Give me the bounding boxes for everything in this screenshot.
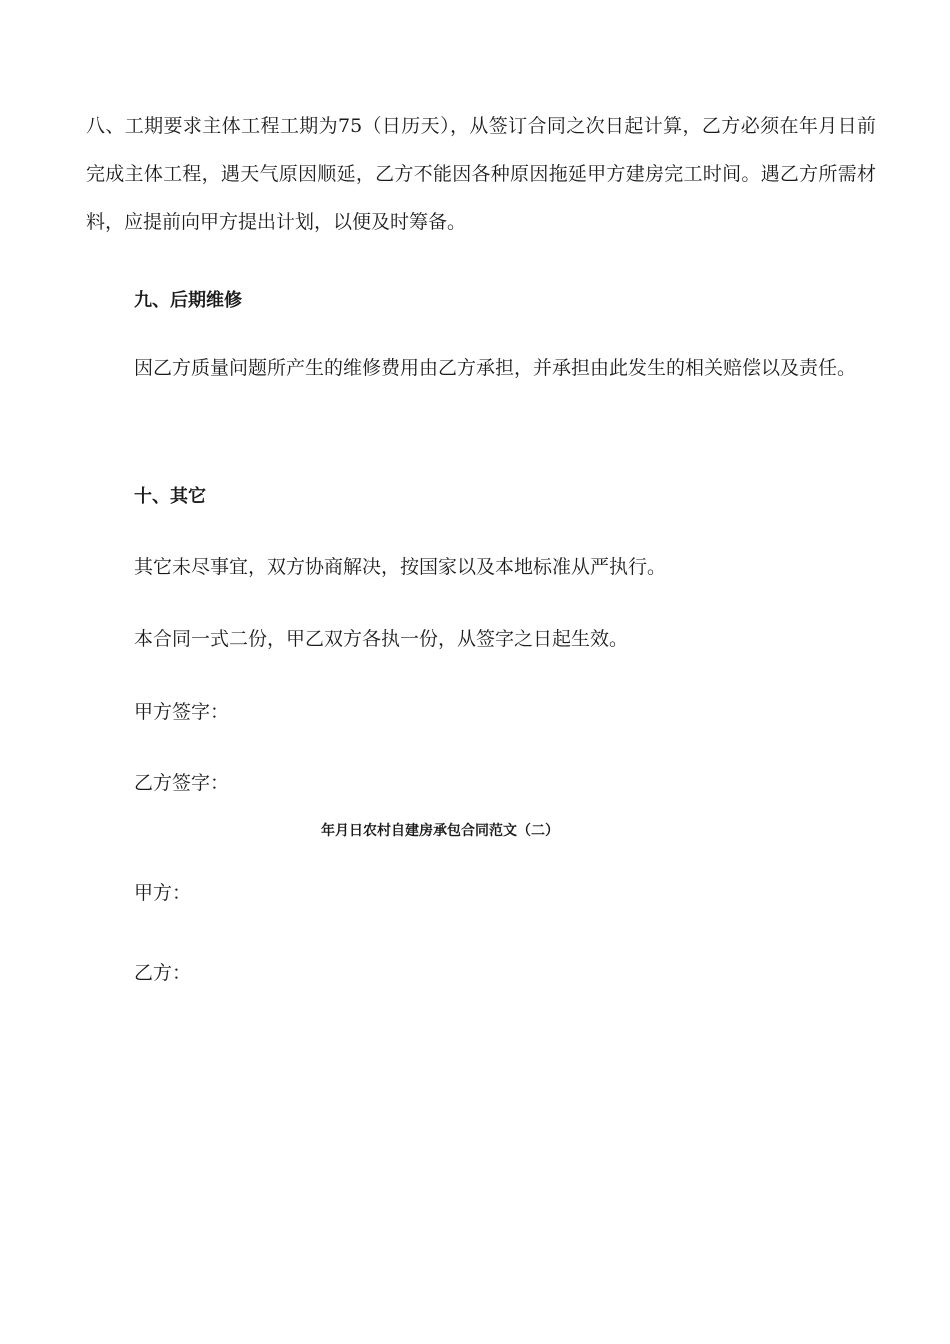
second-contract-party-a-label: 甲方： xyxy=(134,882,192,904)
party-b-signature-label: 乙方签字： xyxy=(134,772,230,794)
second-contract-title: 年月日农村自建房承包合同范文（二） xyxy=(321,823,559,839)
section-9-paragraph: 因乙方质量问题所产生的维修费用由乙方承担，并承担由此发生的相关赔偿以及责任。 xyxy=(134,357,857,379)
section-8-paragraph: 八、工期要求主体工程工期为75（日历天），从签订合同之次日起计算，乙方必须在年月日前完成主体工程，遇天气原因顺延，乙方不能因各种原因拖延甲方建房完工时间。遇乙方所需材料，应提前向甲方提出计划，以便及时筹备。 xyxy=(86,115,876,233)
section-9-heading: 九、后期维修 xyxy=(134,290,242,311)
section-10-heading: 十、其它 xyxy=(134,486,206,507)
section-10-line-2: 本合同一式二份，甲乙双方各执一份，从签字之日起生效。 xyxy=(134,628,629,650)
party-a-signature-label: 甲方签字： xyxy=(134,701,230,723)
section-10-line-1: 其它未尽事宜，双方协商解决，按国家以及本地标准从严执行。 xyxy=(134,556,667,578)
second-contract-party-b-label: 乙方： xyxy=(134,962,192,984)
